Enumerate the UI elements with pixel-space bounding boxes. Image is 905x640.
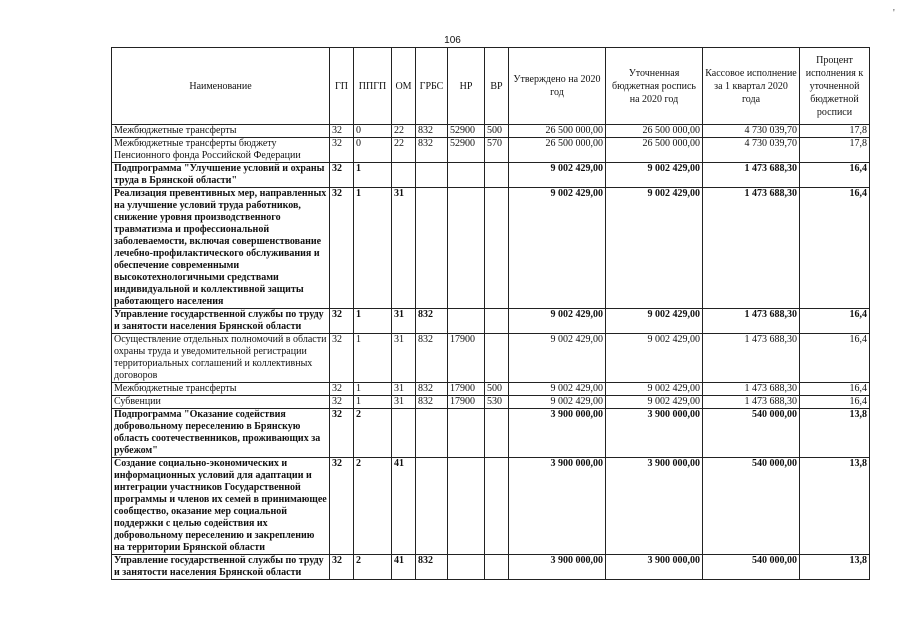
table-row: [112, 555, 870, 580]
cell-gp: 32: [330, 383, 354, 396]
cell-om: 41: [392, 555, 416, 580]
cell-refined: 26 500 000,00: [606, 125, 703, 138]
page-number: 106: [444, 35, 461, 46]
cell-cash: 1 473 688,30: [703, 309, 800, 334]
table-row: [112, 125, 870, 138]
header-om: ОМ: [392, 48, 416, 125]
cell-gp: 32: [330, 125, 354, 138]
cell-grbs: 832: [416, 334, 448, 383]
cell-percent: 13,8: [800, 458, 870, 555]
cell-refined: 9 002 429,00: [606, 163, 703, 188]
header-gp: ГП: [330, 48, 354, 125]
cell-gp: 32: [330, 163, 354, 188]
cell-ppgp: 0: [354, 125, 392, 138]
cell-om: 22: [392, 125, 416, 138]
cell-ppgp: 2: [354, 555, 392, 580]
cell-nr: [448, 458, 485, 555]
cell-ppgp: 1: [354, 309, 392, 334]
cell-nr: 52900: [448, 138, 485, 163]
cell-refined: 9 002 429,00: [606, 188, 703, 309]
cell-cash: 1 473 688,30: [703, 396, 800, 409]
cell-nr: [448, 309, 485, 334]
cell-percent: 16,4: [800, 383, 870, 396]
cell-refined: 3 900 000,00: [606, 555, 703, 580]
cell-approved: 26 500 000,00: [509, 125, 606, 138]
cell-vr: [485, 555, 509, 580]
cell-om: 31: [392, 334, 416, 383]
cell-approved: 26 500 000,00: [509, 138, 606, 163]
cell-refined: 9 002 429,00: [606, 396, 703, 409]
cell-om: [392, 163, 416, 188]
cell-ppgp: 0: [354, 138, 392, 163]
cell-name: Осуществление отдельных полномочий в области охраны труда и уведомительной регистрации территориальных соглашений и коллективных договоров: [112, 334, 330, 383]
cell-refined: 3 900 000,00: [606, 458, 703, 555]
cell-name: Субвенции: [112, 396, 330, 409]
header-grbs: ГРБС: [416, 48, 448, 125]
cell-vr: 500: [485, 125, 509, 138]
header-row: [112, 48, 870, 125]
cell-cash: 1 473 688,30: [703, 334, 800, 383]
header-refined: Уточненная бюджетная роспись на 2020 год: [606, 48, 703, 125]
cell-cash: 540 000,00: [703, 458, 800, 555]
cell-grbs: [416, 188, 448, 309]
cell-vr: [485, 188, 509, 309]
cell-approved: 9 002 429,00: [509, 334, 606, 383]
cell-ppgp: 1: [354, 396, 392, 409]
cell-vr: 570: [485, 138, 509, 163]
header-percent: Процент исполнения к уточненной бюджетной росписи: [800, 48, 870, 125]
table-row: [112, 188, 870, 309]
cell-approved: 9 002 429,00: [509, 309, 606, 334]
cell-grbs: 832: [416, 138, 448, 163]
cell-nr: [448, 188, 485, 309]
cell-ppgp: 1: [354, 188, 392, 309]
cell-om: 31: [392, 309, 416, 334]
cell-grbs: 832: [416, 396, 448, 409]
cell-vr: [485, 409, 509, 458]
cell-refined: 26 500 000,00: [606, 138, 703, 163]
cell-approved: 9 002 429,00: [509, 396, 606, 409]
cell-percent: 17,8: [800, 138, 870, 163]
cell-name: Межбюджетные трансферты: [112, 383, 330, 396]
cell-refined: 3 900 000,00: [606, 409, 703, 458]
header-nr: НР: [448, 48, 485, 125]
cell-gp: 32: [330, 555, 354, 580]
cell-name: Управление государственной службы по труду и занятости населения Брянской области: [112, 555, 330, 580]
cell-approved: 3 900 000,00: [509, 409, 606, 458]
cell-name: Управление государственной службы по труду и занятости населения Брянской области: [112, 309, 330, 334]
cell-refined: 9 002 429,00: [606, 309, 703, 334]
cell-approved: 9 002 429,00: [509, 383, 606, 396]
cell-approved: 3 900 000,00: [509, 555, 606, 580]
cell-gp: 32: [330, 334, 354, 383]
cell-nr: 17900: [448, 334, 485, 383]
cell-gp: 32: [330, 409, 354, 458]
cell-grbs: 832: [416, 309, 448, 334]
cell-approved: 9 002 429,00: [509, 188, 606, 309]
header-vr: ВР: [485, 48, 509, 125]
cell-vr: 500: [485, 383, 509, 396]
header-approved: Утверждено на 2020 год: [509, 48, 606, 125]
cell-om: [392, 409, 416, 458]
table-row: [112, 309, 870, 334]
cell-nr: 52900: [448, 125, 485, 138]
cell-cash: 4 730 039,70: [703, 138, 800, 163]
cell-gp: 32: [330, 188, 354, 309]
cell-gp: 32: [330, 396, 354, 409]
cell-approved: 3 900 000,00: [509, 458, 606, 555]
table-row: [112, 138, 870, 163]
table-row: [112, 163, 870, 188]
table-row: [112, 409, 870, 458]
cell-nr: [448, 163, 485, 188]
cell-grbs: [416, 409, 448, 458]
table-row: [112, 334, 870, 383]
cell-cash: 540 000,00: [703, 409, 800, 458]
corner-mark: ': [893, 8, 895, 19]
cell-nr: 17900: [448, 383, 485, 396]
cell-ppgp: 1: [354, 334, 392, 383]
cell-percent: 16,4: [800, 334, 870, 383]
table-row: [112, 383, 870, 396]
cell-cash: 1 473 688,30: [703, 163, 800, 188]
cell-grbs: [416, 163, 448, 188]
cell-percent: 17,8: [800, 125, 870, 138]
cell-name: Межбюджетные трансферты бюджету Пенсионного фонда Российской Федерации: [112, 138, 330, 163]
cell-name: Создание социально-экономических и информационных условий для адаптации и интеграции участников Государственной программы и членов их семей в принимающее сообщество, оказание мер социальной поддержки с целью содействия их добровольному переселению и закреплению на территории Брянской области: [112, 458, 330, 555]
cell-ppgp: 1: [354, 163, 392, 188]
cell-percent: 13,8: [800, 409, 870, 458]
header-ppgp: ППГП: [354, 48, 392, 125]
cell-grbs: 832: [416, 125, 448, 138]
cell-ppgp: 1: [354, 383, 392, 396]
cell-refined: 9 002 429,00: [606, 383, 703, 396]
cell-cash: 4 730 039,70: [703, 125, 800, 138]
cell-nr: [448, 409, 485, 458]
cell-percent: 13,8: [800, 555, 870, 580]
cell-approved: 9 002 429,00: [509, 163, 606, 188]
cell-cash: 1 473 688,30: [703, 383, 800, 396]
cell-name: Подпрограмма "Улучшение условий и охраны труда в Брянской области": [112, 163, 330, 188]
cell-vr: 530: [485, 396, 509, 409]
table-row: [112, 458, 870, 555]
cell-cash: 1 473 688,30: [703, 188, 800, 309]
cell-vr: [485, 458, 509, 555]
header-name: Наименование: [112, 48, 330, 125]
cell-name: Межбюджетные трансферты: [112, 125, 330, 138]
table-body: [112, 125, 870, 580]
cell-om: 31: [392, 396, 416, 409]
cell-grbs: 832: [416, 555, 448, 580]
cell-grbs: 832: [416, 383, 448, 396]
cell-om: 31: [392, 383, 416, 396]
cell-om: 41: [392, 458, 416, 555]
cell-nr: [448, 555, 485, 580]
cell-cash: 540 000,00: [703, 555, 800, 580]
cell-grbs: [416, 458, 448, 555]
cell-gp: 32: [330, 309, 354, 334]
cell-percent: 16,4: [800, 396, 870, 409]
cell-ppgp: 2: [354, 458, 392, 555]
cell-gp: 32: [330, 138, 354, 163]
table-row: [112, 396, 870, 409]
cell-om: 22: [392, 138, 416, 163]
cell-percent: 16,4: [800, 188, 870, 309]
cell-name: Реализация превентивных мер, направленных на улучшение условий труда работников, снижение уровня производственного травматизма и профессиональной заболеваемости, включая совершенствование лечебно-профилактического обслуживания и обеспечение современными высокотехнологичными средствами индивидуальной и коллективной защиты работающего населения: [112, 188, 330, 309]
cell-nr: 17900: [448, 396, 485, 409]
cell-percent: 16,4: [800, 309, 870, 334]
cell-name: Подпрограмма "Оказание содействия добровольному переселению в Брянскую область соотечественников, проживающих за рубежом": [112, 409, 330, 458]
cell-vr: [485, 334, 509, 383]
cell-gp: 32: [330, 458, 354, 555]
header-cash: Кассовое исполнение за 1 квартал 2020 года: [703, 48, 800, 125]
cell-vr: [485, 309, 509, 334]
budget-table: [111, 47, 870, 580]
cell-refined: 9 002 429,00: [606, 334, 703, 383]
cell-ppgp: 2: [354, 409, 392, 458]
cell-percent: 16,4: [800, 163, 870, 188]
cell-vr: [485, 163, 509, 188]
cell-om: 31: [392, 188, 416, 309]
